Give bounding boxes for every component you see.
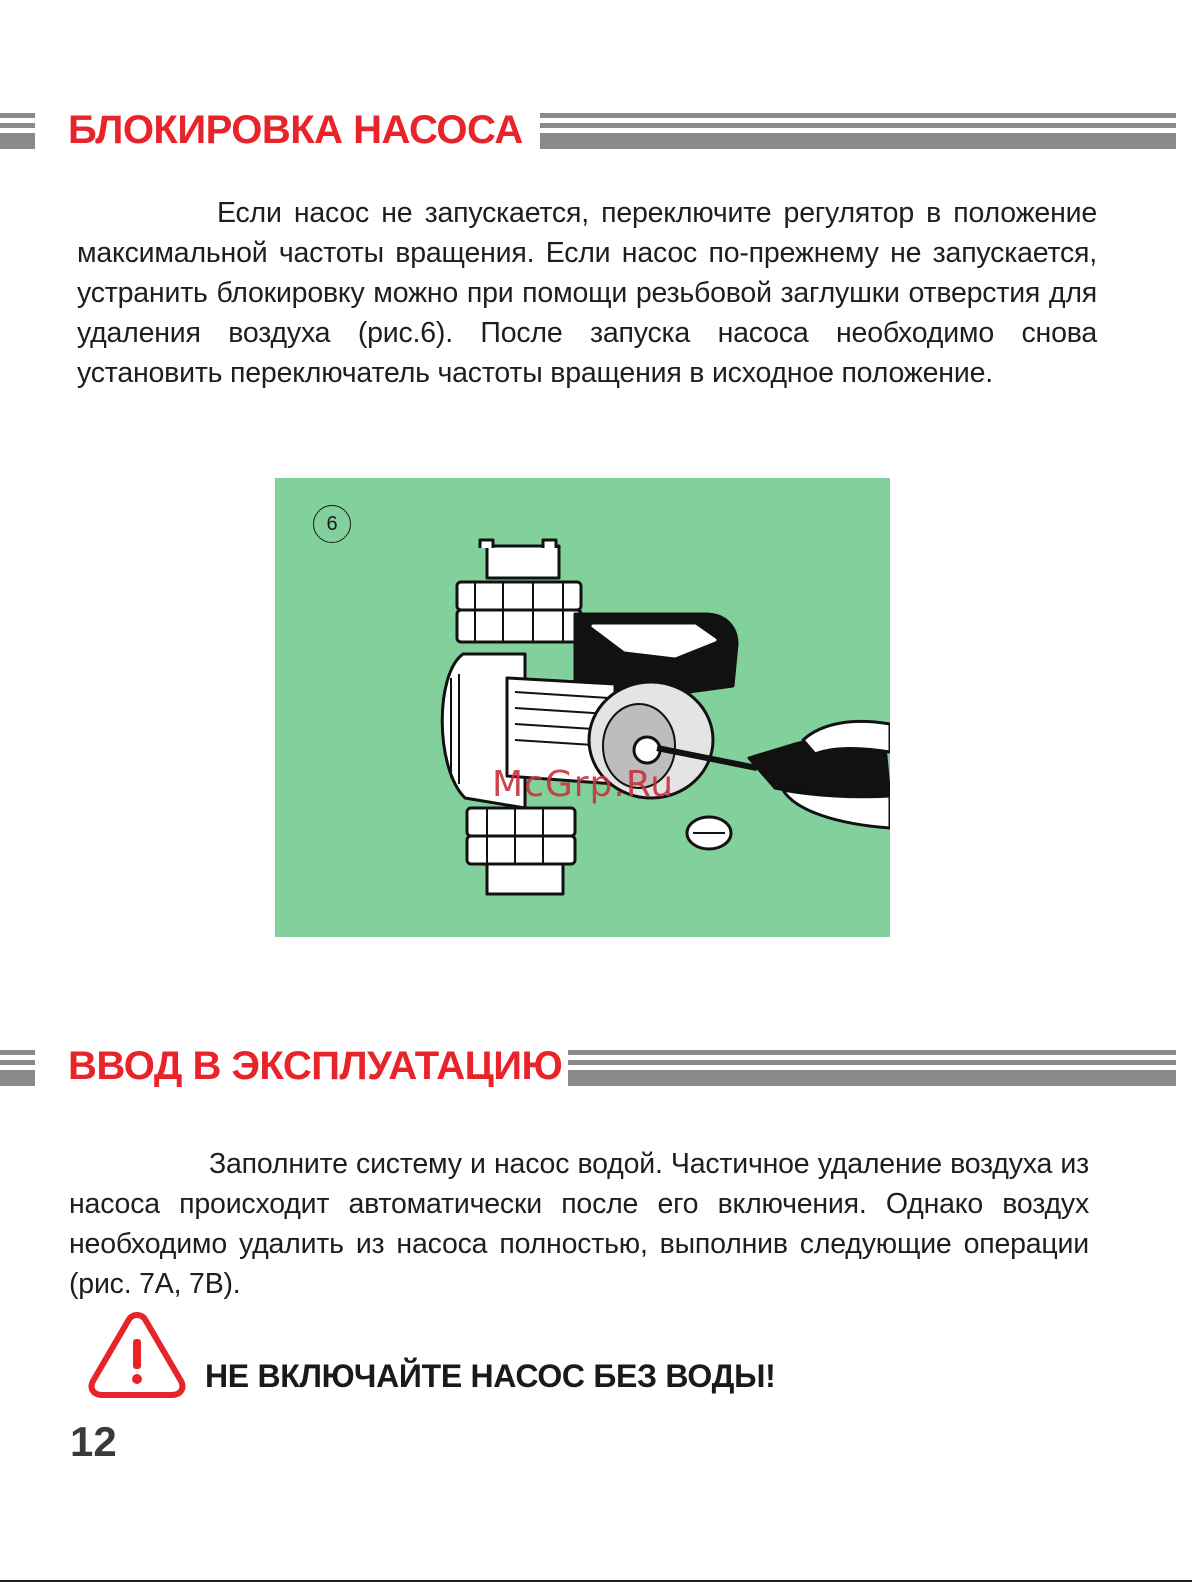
bottom-divider <box>0 1580 1192 1582</box>
section2-title: ВВОД В ЭКСПЛУАТАЦИЮ <box>68 1044 563 1088</box>
watermark-text: McGrp.Ru <box>492 764 675 805</box>
section2-left-stripes <box>0 1050 35 1086</box>
section2-paragraph <box>69 1144 1089 1304</box>
section1-paragraph <box>77 193 1097 393</box>
warning-triangle-icon <box>86 1309 188 1399</box>
section2-right-stripes <box>568 1050 1176 1086</box>
figure-number-badge: 6 <box>313 505 351 543</box>
warning-text: НЕ ВКЛЮЧАЙТЕ НАСОС БЕЗ ВОДЫ! <box>205 1358 776 1394</box>
page-number: 12 <box>70 1418 117 1465</box>
section1-left-stripes <box>0 113 35 149</box>
section1-right-stripes <box>540 113 1176 149</box>
figure-pump-illustration <box>275 478 890 937</box>
section1-paragraph-text: Если насос не запускается, переключите регулятор в положение максимальной частоты вращения. Если насос по-прежнему не запускается, устранить блокировку можно при помощи резьбовой заглушки отверстия для удаления воздуха (рис.6). После запуска насоса необходимо снова установить переключатель частоты вращения в исходное положение. <box>77 197 1097 389</box>
section1-title: БЛОКИРОВКА НАСОСА <box>68 108 523 152</box>
pump-drawing <box>275 478 890 937</box>
section2-paragraph-text: Заполните систему и насос водой. Частичное удаление воздуха из насоса происходит автоматически после его включения. Однако воздух необходимо удалить из насоса полностью, выполнив следующие операции (рис. 7А, 7В). <box>69 1148 1089 1300</box>
